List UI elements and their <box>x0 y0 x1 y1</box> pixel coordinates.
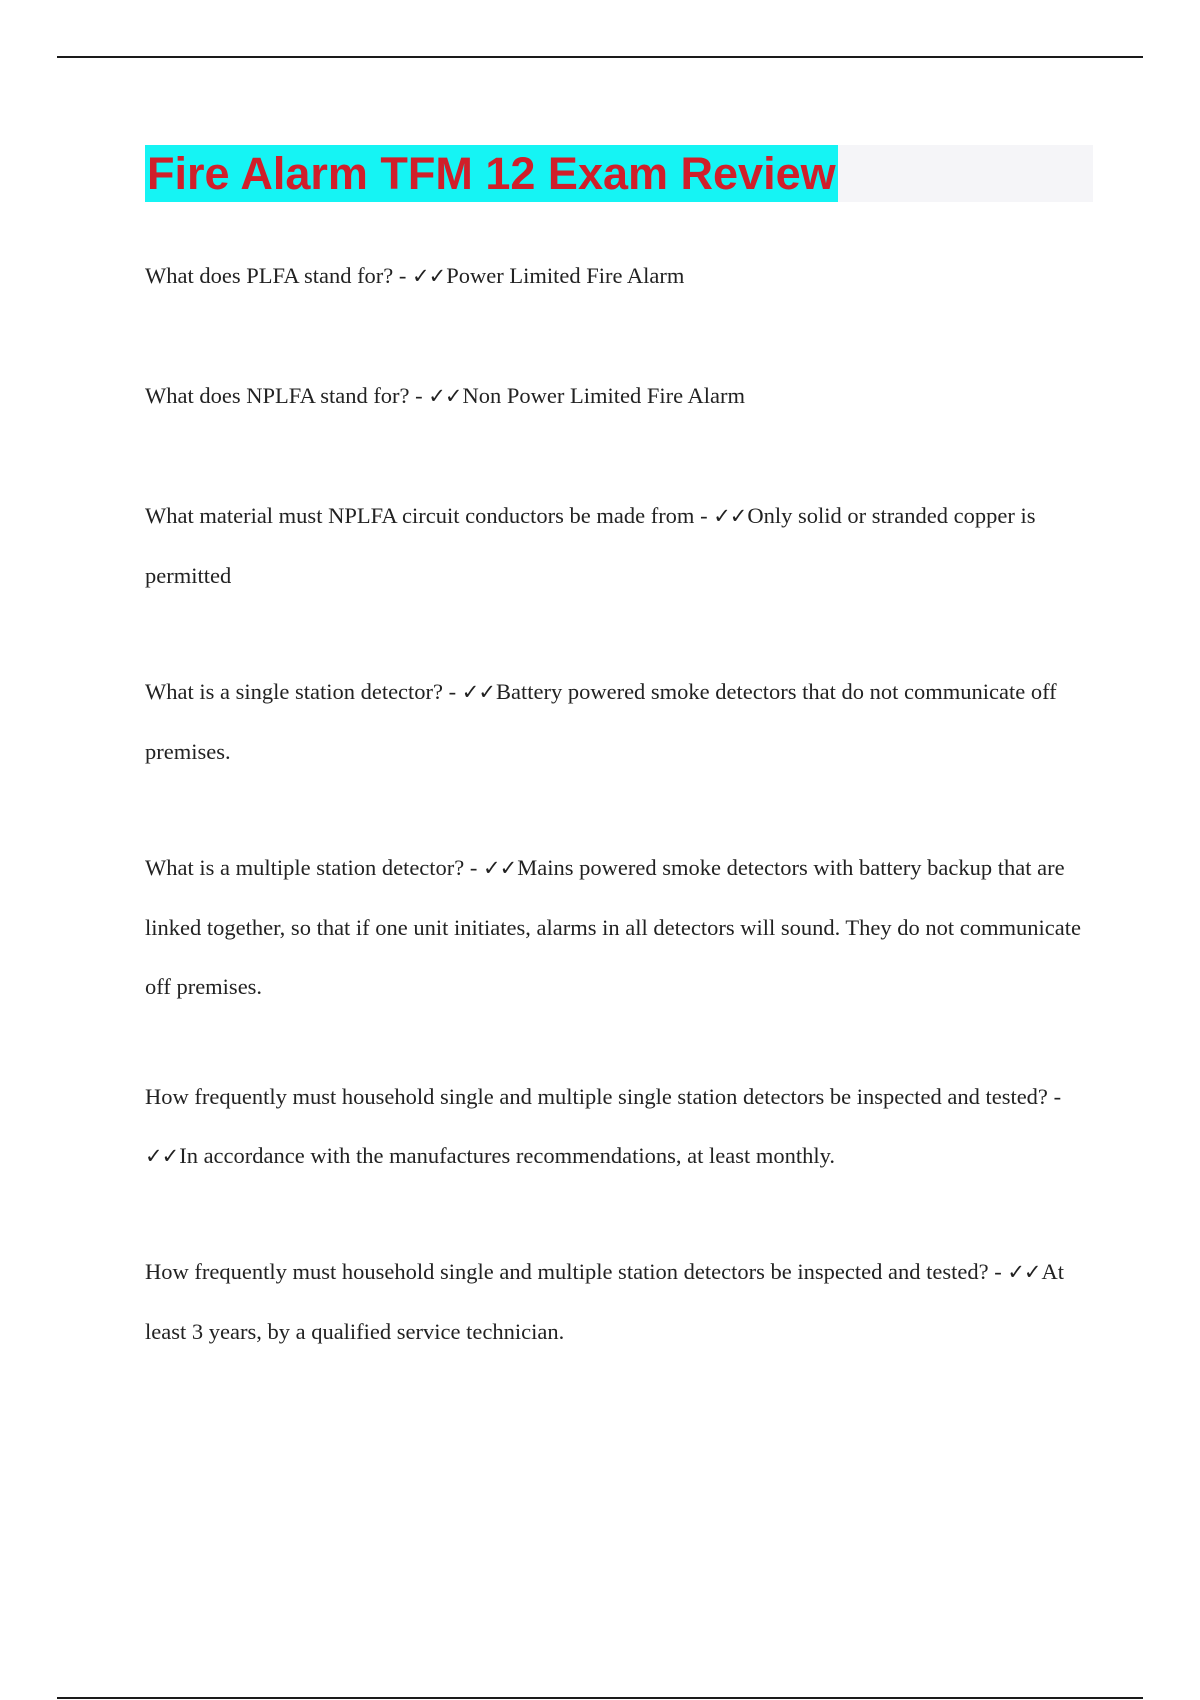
double-check-icon: ✓✓ <box>145 1144 179 1168</box>
question-text: What material must NPLFA circuit conductors be made from <box>145 503 695 528</box>
answer-text: At least 3 years, by a qualified service technician. <box>145 1259 1065 1344</box>
separator: - <box>988 1259 1008 1284</box>
question-text: How frequently must household single and multiple station detectors be inspected and tested? <box>145 1259 989 1284</box>
qa-item-4 <box>145 662 1105 781</box>
separator: - <box>694 503 714 528</box>
answer-text: Battery powered smoke detectors that do not communicate off premises. <box>145 679 1057 764</box>
qa-item-7 <box>145 1242 1105 1361</box>
bottom-rule <box>57 1697 1143 1699</box>
double-check-icon: ✓✓ <box>1007 1260 1041 1284</box>
answer-text: Mains powered smoke detectors with battery backup that are linked together, so that if one unit initiates, alarms in all detectors will sound. They do not communicate off premises. <box>145 855 1081 999</box>
separator: - <box>409 383 429 408</box>
answer-text: In accordance with the manufactures recommendations, at least monthly. <box>179 1143 835 1168</box>
question-text: What does PLFA stand for? <box>145 263 394 288</box>
question-text: What is a multiple station detector? <box>145 855 465 880</box>
double-check-icon: ✓✓ <box>428 384 462 408</box>
document-title: Fire Alarm TFM 12 Exam Review <box>145 145 838 202</box>
answer-text: Only solid or stranded copper is permitted <box>145 503 1036 588</box>
qa-item-5 <box>145 838 1105 1016</box>
separator: - <box>393 263 413 288</box>
separator: - <box>443 679 462 704</box>
answer-text: Non Power Limited Fire Alarm <box>462 383 745 408</box>
separator: - <box>464 855 484 880</box>
qa-item-2 <box>145 366 1105 426</box>
double-check-icon: ✓✓ <box>461 680 495 704</box>
top-rule <box>57 56 1143 58</box>
double-check-icon: ✓✓ <box>412 264 446 288</box>
question-text: How frequently must household single and multiple single station detectors be inspected and tested? <box>145 1084 1048 1109</box>
double-check-icon: ✓✓ <box>713 504 747 528</box>
answer-text: Power Limited Fire Alarm <box>446 263 685 288</box>
qa-item-1 <box>145 246 1105 306</box>
question-text: What does NPLFA stand for? <box>145 383 410 408</box>
question-text: What is a single station detector? <box>145 679 444 704</box>
double-check-icon: ✓✓ <box>483 856 517 880</box>
separator: - <box>1047 1084 1062 1109</box>
qa-item-6 <box>145 1067 1105 1186</box>
qa-item-3 <box>145 486 1105 605</box>
